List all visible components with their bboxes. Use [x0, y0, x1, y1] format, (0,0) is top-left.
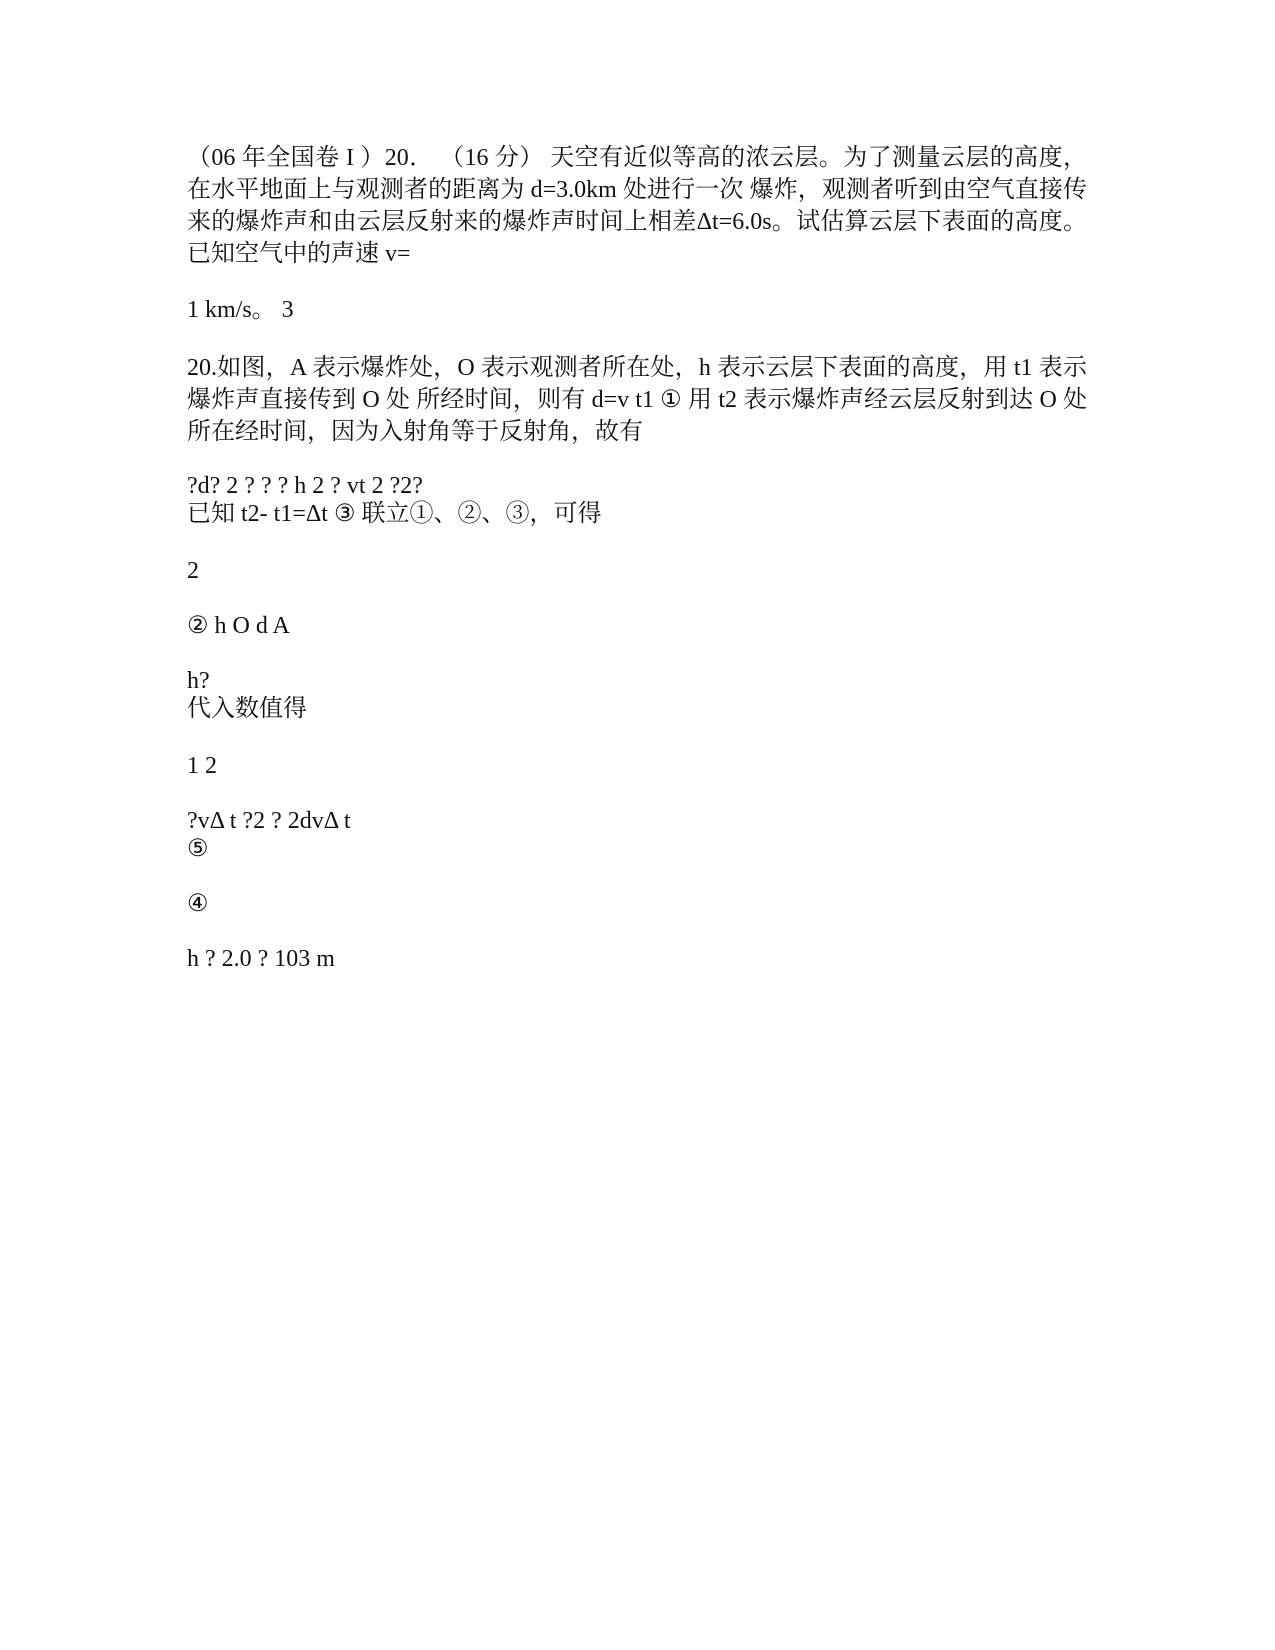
result-line: h ? 2.0 ? 103 m: [187, 946, 335, 972]
figure-labels-line: ② h O d A: [187, 613, 290, 639]
problem-statement: （06 年全国卷 I ）20． （16 分） 天空有近似等高的浓云层。为了测量云层的高度，在水平地面上与观测者的距离为 d=3.0km 处进行一次 爆炸，观测者听到由空气直接传来的爆炸声和由云层反射来的爆炸声时间上相差Δt=6.0s。试估算云层下表面的高度。已知空气中的声速 v=: [187, 145, 1087, 267]
equation-number-four: ④: [187, 891, 209, 917]
speed-value-line: 1 km/s。 3: [187, 297, 294, 323]
substitute-values-line: 代入数值得: [187, 696, 307, 722]
exponent-line: 2: [187, 558, 199, 584]
formula-line: ?vΔ t ?2 ? 2dvΔ t: [187, 808, 351, 834]
equation-two-line: ?d? 2 ? ? ? h 2 ? vt 2 ?2?: [187, 473, 423, 499]
known-condition-line: 已知 t2- t1=Δt ③ 联立①、②、③，可得: [187, 501, 602, 527]
equation-number-five: ⑤: [187, 836, 209, 862]
fraction-line: 1 2: [187, 753, 217, 779]
h-expression-line: h?: [187, 668, 210, 694]
solution-paragraph: 20.如图，A 表示爆炸处，O 表示观测者所在处，h 表示云层下表面的高度，用 t1 表示爆炸声直接传到 O 处 所经时间，则有 d=v t1 ① 用 t2 表示爆炸声经云层反射到达 O 处所在经时间，因为入射角等于反射角，故有: [187, 355, 1087, 445]
